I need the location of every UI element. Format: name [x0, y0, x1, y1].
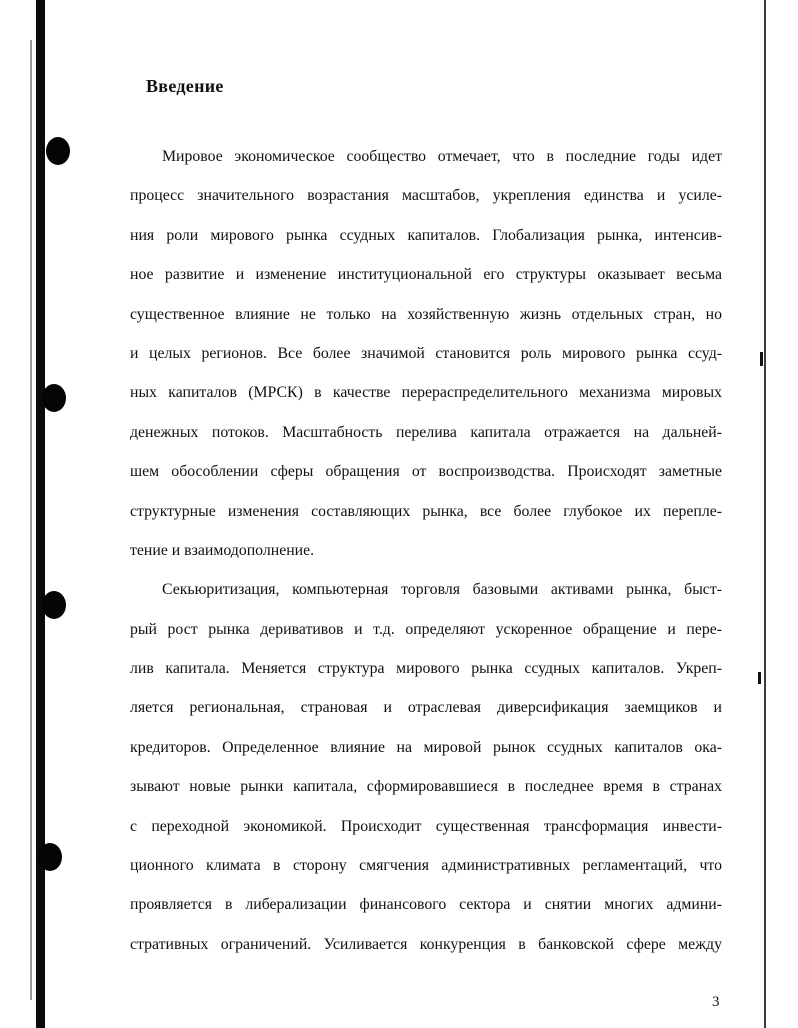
- text-line: структурные изменения составляющих рынка, все более глубокое их перепле-: [130, 502, 722, 520]
- text-line: ционного климата в сторону смягчения административных регламентаций, что: [130, 857, 722, 875]
- scan-mark-1: [760, 352, 763, 366]
- text-line: существенное влияние не только на хозяйственную жизнь отдельных стран, но: [130, 305, 722, 323]
- text-line: ное развитие и изменение институциональной его структуры оказывает весьма: [130, 266, 722, 284]
- text-line: лив капитала. Меняется структура мирового рынка ссудных капиталов. Укреп-: [130, 660, 722, 678]
- text-line: с переходной экономикой. Происходит существенная трансформация инвести-: [130, 817, 722, 835]
- punch-hole-1: [46, 137, 70, 165]
- text-line: и целых регионов. Все более значимой становится роль мирового рынка ссуд-: [130, 344, 722, 362]
- text-line: ляется региональная, страновая и отраслевая диверсификация заемщиков и: [130, 699, 722, 717]
- text-line: стративных ограничений. Усиливается конкуренция в банковской сфере между: [130, 935, 722, 953]
- text-line: шем обособлении сферы обращения от воспроизводства. Происходят заметные: [130, 463, 722, 481]
- text-line: ных капиталов (МРСК) в качестве перераспределительного механизма мировых: [130, 384, 722, 402]
- scan-binding-edge: [36, 0, 45, 1028]
- punch-hole-4: [38, 843, 62, 871]
- section-heading: Введение: [146, 76, 224, 96]
- text-line: процесс значительного возрастания масштабов, укрепления единства и усиле-: [130, 187, 722, 205]
- punch-hole-2: [42, 384, 66, 412]
- text-line: зывают новые рынки капитала, сформировавшиеся в последнее время в странах: [130, 778, 722, 796]
- scan-edge-shadow: [30, 40, 32, 1000]
- page-number: 3: [712, 994, 720, 1010]
- text-line: Секьюритизация, компьютерная торговля базовыми активами рынка, быст-: [162, 581, 722, 599]
- text-line: тение и взаимодополнение.: [130, 541, 315, 559]
- punch-hole-3: [42, 591, 66, 619]
- text-line: рый рост рынка деривативов и т.д. определяют ускоренное обращение и пере-: [130, 620, 722, 638]
- text-line: Мировое экономическое сообщество отмечает, что в последние годы идет: [162, 148, 722, 165]
- scan-right-edge: [764, 0, 766, 1028]
- text-line: денежных потоков. Масштабность перелива капитала отражается на дальней-: [130, 423, 722, 441]
- text-line: проявляется в либерализации финансового сектора и снятии многих админи-: [130, 896, 722, 914]
- body-text: [130, 137, 722, 964]
- text-line: ния роли мирового рынка ссудных капиталов. Глобализация рынка, интенсив-: [130, 226, 722, 244]
- text-line: кредиторов. Определенное влияние на мировой рынок ссудных капиталов ока-: [130, 738, 722, 756]
- scan-mark-2: [758, 672, 761, 684]
